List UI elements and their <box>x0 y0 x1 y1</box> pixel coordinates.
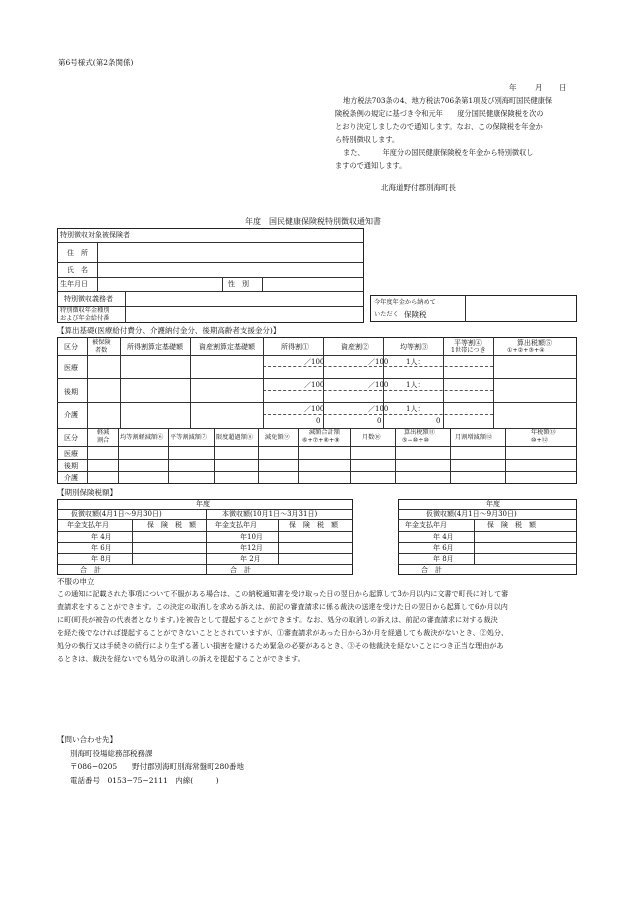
rate2-kaigo: ／100 <box>368 405 389 413</box>
rate1-kaigo: ／100 <box>304 405 325 413</box>
right-year: 年度 <box>486 500 500 508</box>
contact-title: 【問い合わせ先】 <box>57 735 117 744</box>
obligor-label: 特別徴収義務者 <box>64 295 113 303</box>
hdr2-monthly: 月割増減額⑫ <box>455 434 493 441</box>
hdr-equal: 均等割③ <box>400 343 428 351</box>
people-kouki: 1人： <box>406 381 425 389</box>
hdr2-exempt: 減免額⑨ <box>265 434 290 441</box>
hdr2-annual-2: ⑩+⑫ <box>531 437 548 444</box>
hdr2-limit: 限度超過額⑧ <box>216 434 254 441</box>
people-kaigo: 1人： <box>406 405 425 413</box>
hdr-income-rate: 所得割① <box>281 343 309 351</box>
right-total: 合 計 <box>421 566 442 574</box>
form-id: 第6号様式(第2条関係) <box>58 58 134 67</box>
hdr-total-2: ①+②+③+④ <box>507 347 545 354</box>
hdr2-sum-2: ⑥+⑦+⑧+⑨ <box>302 437 340 444</box>
right-row-3: 年 8月 <box>433 555 454 563</box>
left-total-2: 合 計 <box>230 566 251 574</box>
right-col-amount: 保 険 税 額 <box>487 521 536 529</box>
left-col-amount-2: 保 険 税 額 <box>289 521 338 529</box>
hdr2-reduce-1: 軽減 <box>97 429 110 436</box>
pension-label-1: 特別徴収年金種別 <box>60 307 110 314</box>
row2-label-iryo: 医療 <box>64 450 78 458</box>
insured-header: 特別徴収対象被保険者 <box>60 231 130 239</box>
hdr-asset-rate: 資産割② <box>341 343 369 351</box>
date-month: 月 <box>535 83 543 92</box>
appeal-title: 不服の申立 <box>57 577 95 586</box>
zero-3: 0 <box>436 417 441 425</box>
right-col-month: 年金支払年月 <box>405 521 447 529</box>
hdr2-annual-1: 年税額⑬ <box>531 429 556 436</box>
left-prov: 仮徴収額(4月1日～9月30日) <box>71 510 162 518</box>
contact-phone: 電話番号 0153−75−2111 内線( ) <box>70 776 219 785</box>
issuer: 北海道野付郡別海町長 <box>381 183 456 192</box>
row2-label-kaigo: 介護 <box>64 474 78 482</box>
people-iryo: 1人： <box>406 358 425 366</box>
hdr2-kubun: 区分 <box>64 434 78 442</box>
hdr2-flat-reduce: 平等割減額⑦ <box>170 434 208 441</box>
contact-address: 〒086−0205 野付郡別海町別海常盤町280番地 <box>70 762 245 771</box>
hdr2-reduce-2: 割合 <box>97 437 110 444</box>
row-label-kouki: 後期 <box>64 388 78 396</box>
left-total-1: 合 計 <box>80 566 101 574</box>
rate2-kouki: ／100 <box>368 381 389 389</box>
row-label-iryo: 医療 <box>64 364 78 372</box>
rate1-kouki: ／100 <box>304 381 325 389</box>
row2-label-kouki: 後期 <box>64 462 78 470</box>
hdr-insured-2: 者数 <box>95 347 108 354</box>
hdr2-calc-1: 算出税額⑪ <box>404 429 435 436</box>
rate1-iryo: ／100 <box>304 358 325 366</box>
right-prov: 仮徴収額(4月1日～9月30日) <box>426 510 517 518</box>
left-main-row-3: 年 2月 <box>240 555 261 563</box>
hdr2-equal-reduce: 均等割軽減額⑥ <box>120 434 164 441</box>
hdr-insured-1: 被保険 <box>92 339 111 346</box>
date-day: 日 <box>559 83 567 92</box>
left-main: 本徴収額(10月1日～3月31日) <box>222 510 318 518</box>
left-main-row-2: 年12月 <box>240 544 263 552</box>
row-label-kaigo: 介護 <box>64 411 78 419</box>
hdr2-months: 月数⑩ <box>362 434 381 441</box>
left-prov-row-1: 年 4月 <box>91 533 112 541</box>
pension-label-2: および年金給付番 <box>60 315 110 322</box>
left-col-amount-1: 保 険 税 額 <box>147 521 196 529</box>
hdr-income-base: 所得割算定基礎額 <box>127 343 183 351</box>
left-prov-row-3: 年 8月 <box>91 555 112 563</box>
hdr2-calc-2: ⑤−⑩÷⑩ <box>402 437 430 444</box>
left-col-month-2: 年金支払年月 <box>215 521 257 529</box>
period-section-title: 【期別保険税額】 <box>57 488 117 497</box>
calc-section-title: 【算出基礎(医療給付費分、介護納付金分、後期高齢者支援金分)】 <box>57 326 281 335</box>
birth-label: 生年月日 <box>60 280 88 288</box>
address-label: 住 所 <box>67 249 88 257</box>
hdr2-sum-1: 減額合計額 <box>309 429 340 436</box>
contact-dept: 別海町役場総務部税務課 <box>70 749 153 758</box>
right-row-1: 年 4月 <box>433 533 454 541</box>
doc-title: 年度 国民健康保険税特別徴収通知書 <box>245 217 381 226</box>
date-year: 年 <box>509 83 517 92</box>
zero-2: 0 <box>377 417 382 425</box>
sex-label: 性 別 <box>228 280 249 288</box>
name-label: 氏 名 <box>67 266 88 274</box>
hdr-kubun: 区分 <box>64 343 78 351</box>
zero-1: 0 <box>316 417 321 425</box>
right-row-2: 年 6月 <box>433 544 454 552</box>
left-prov-row-2: 年 6月 <box>91 544 112 552</box>
left-col-month-1: 年金支払年月 <box>67 521 109 529</box>
hdr-total-1: 算出税額⑤ <box>517 339 552 347</box>
left-year: 年度 <box>196 500 210 508</box>
hdr-flat-1: 平等割④ <box>454 339 482 347</box>
hdr-flat-2: 1世帯につき <box>451 347 486 354</box>
hdr-asset-base: 資産割算定基礎額 <box>199 343 255 351</box>
left-main-row-1: 年10月 <box>240 533 263 541</box>
rate2-iryo: ／100 <box>368 358 389 366</box>
